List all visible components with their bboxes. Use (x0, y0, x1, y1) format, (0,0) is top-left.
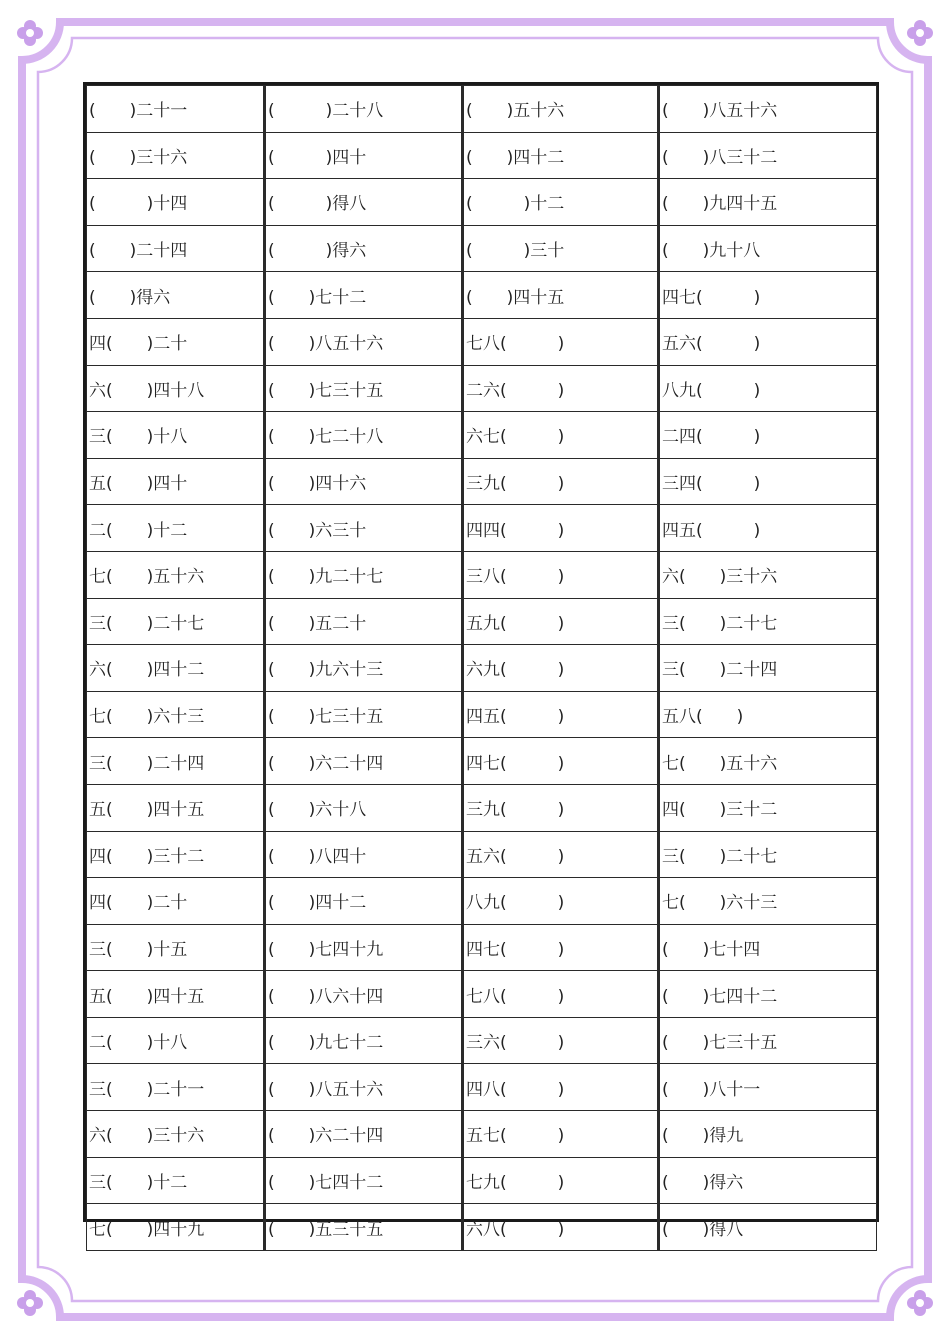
fill-in-cell: ( )七二十八 (265, 412, 463, 459)
fill-in-cell: ( )得六 (87, 272, 265, 319)
fill-in-cell: 四八( ) (463, 1064, 659, 1111)
fill-in-cell: ( )九二十七 (265, 551, 463, 598)
fill-in-cell: 四七( ) (463, 924, 659, 971)
table-row (87, 412, 877, 459)
fill-in-cell: 四五( ) (463, 691, 659, 738)
fill-in-cell: 三( )十二 (87, 1157, 265, 1204)
table-row (87, 365, 877, 412)
fill-in-cell: ( )九四十五 (659, 179, 877, 226)
fill-in-cell: ( )三十六 (87, 132, 265, 179)
fill-in-cell: 七九( ) (463, 1157, 659, 1204)
fill-in-cell: ( )四十六 (265, 458, 463, 505)
fill-in-cell: 四( )二十 (87, 318, 265, 365)
fill-in-cell: 七( )四十九 (87, 1204, 265, 1251)
fill-in-cell: 四( )二十 (87, 878, 265, 925)
fill-in-cell: 三八( ) (463, 551, 659, 598)
fill-in-cell: 二六( ) (463, 365, 659, 412)
fill-in-cell: ( )五二十 (265, 598, 463, 645)
fill-in-cell: 五六( ) (463, 831, 659, 878)
fill-in-cell: ( )八五十六 (265, 1064, 463, 1111)
fill-in-cell: 三九( ) (463, 784, 659, 831)
fill-in-cell: 二四( ) (659, 412, 877, 459)
fill-in-cell: ( )四十 (265, 132, 463, 179)
fill-in-cell: 六七( ) (463, 412, 659, 459)
fill-in-cell: ( )八十一 (659, 1064, 877, 1111)
fill-in-cell: ( )七四十二 (265, 1157, 463, 1204)
fill-in-cell: ( )八五十六 (265, 318, 463, 365)
fill-in-cell: ( )六二十四 (265, 1111, 463, 1158)
fill-in-cell: ( )七三十五 (659, 1017, 877, 1064)
fill-in-cell: 三( )二十四 (87, 738, 265, 785)
fill-in-cell: 五( )四十五 (87, 971, 265, 1018)
fill-in-cell: 六( )三十六 (659, 551, 877, 598)
fill-in-cell: 三( )二十四 (659, 645, 877, 692)
fill-in-cell: ( )得八 (265, 179, 463, 226)
fill-in-cell: 七八( ) (463, 318, 659, 365)
fill-in-cell: 八九( ) (659, 365, 877, 412)
fill-in-cell: 三( )二十七 (659, 598, 877, 645)
table-row (87, 598, 877, 645)
fill-in-cell: ( )得六 (659, 1157, 877, 1204)
fill-in-cell: ( )八五十六 (659, 86, 877, 133)
table-row (87, 1064, 877, 1111)
fill-in-cell: ( )十四 (87, 179, 265, 226)
table-row (87, 691, 877, 738)
worksheet-grid (83, 82, 879, 1240)
fill-in-cell: ( )十二 (463, 179, 659, 226)
fill-in-cell: ( )七四十九 (265, 924, 463, 971)
fill-in-cell: 二( )十八 (87, 1017, 265, 1064)
fill-in-cell: ( )七三十五 (265, 691, 463, 738)
fill-in-cell: ( )四十二 (463, 132, 659, 179)
table-row (87, 784, 877, 831)
fill-in-cell: ( )六三十 (265, 505, 463, 552)
fill-in-cell: 六( )四十八 (87, 365, 265, 412)
fill-in-cell: 七( )六十三 (659, 878, 877, 925)
fill-in-cell: ( )五三十五 (265, 1204, 463, 1251)
table-row (87, 272, 877, 319)
fill-in-cell: 五九( ) (463, 598, 659, 645)
table-row (87, 1111, 877, 1158)
table-row (87, 1157, 877, 1204)
fill-in-cell: 三四( ) (659, 458, 877, 505)
fill-in-cell: 三( )十五 (87, 924, 265, 971)
fill-in-cell: 三( )二十七 (659, 831, 877, 878)
fill-in-cell: 五六( ) (659, 318, 877, 365)
fill-in-cell: ( )七四十二 (659, 971, 877, 1018)
fill-in-cell: ( )二十八 (265, 86, 463, 133)
fill-in-cell: 四七( ) (659, 272, 877, 319)
multiplication-table (86, 85, 877, 1251)
table-row (87, 645, 877, 692)
fill-in-cell: ( )七十四 (659, 924, 877, 971)
table-row (87, 738, 877, 785)
fill-in-cell: 三( )二十一 (87, 1064, 265, 1111)
fill-in-cell: ( )九六十三 (265, 645, 463, 692)
fill-in-cell: 四七( ) (463, 738, 659, 785)
fill-in-cell: ( )得九 (659, 1111, 877, 1158)
fill-in-cell: ( )二十四 (87, 225, 265, 272)
table-row (87, 551, 877, 598)
fill-in-cell: 六( )四十二 (87, 645, 265, 692)
fill-in-cell: 四五( ) (659, 505, 877, 552)
fill-in-cell: 三九( ) (463, 458, 659, 505)
table-body (87, 86, 877, 1251)
fill-in-cell: 四( )三十二 (659, 784, 877, 831)
fill-in-cell: ( )八三十二 (659, 132, 877, 179)
fill-in-cell: ( )得八 (659, 1204, 877, 1251)
table-row (87, 831, 877, 878)
fill-in-cell: ( )八四十 (265, 831, 463, 878)
fill-in-cell: ( )八六十四 (265, 971, 463, 1018)
table-row (87, 971, 877, 1018)
fill-in-cell: ( )三十 (463, 225, 659, 272)
fill-in-cell: 六九( ) (463, 645, 659, 692)
table-row (87, 318, 877, 365)
fill-in-cell: ( )九七十二 (265, 1017, 463, 1064)
fill-in-cell: 五八( ) (659, 691, 877, 738)
fill-in-cell: ( )得六 (265, 225, 463, 272)
fill-in-cell: 六( )三十六 (87, 1111, 265, 1158)
fill-in-cell: 七八( ) (463, 971, 659, 1018)
table-row (87, 458, 877, 505)
fill-in-cell: ( )七十二 (265, 272, 463, 319)
fill-in-cell: ( )二十一 (87, 86, 265, 133)
fill-in-cell: ( )六二十四 (265, 738, 463, 785)
fill-in-cell: 二( )十二 (87, 505, 265, 552)
table-row (87, 505, 877, 552)
table-row (87, 1204, 877, 1251)
fill-in-cell: ( )四十五 (463, 272, 659, 319)
fill-in-cell: 四( )三十二 (87, 831, 265, 878)
table-row (87, 132, 877, 179)
fill-in-cell: 五七( ) (463, 1111, 659, 1158)
table-row (87, 924, 877, 971)
table-row (87, 86, 877, 133)
fill-in-cell: 五( )四十 (87, 458, 265, 505)
fill-in-cell: ( )九十八 (659, 225, 877, 272)
fill-in-cell: 八九( ) (463, 878, 659, 925)
fill-in-cell: 五( )四十五 (87, 784, 265, 831)
fill-in-cell: 七( )六十三 (87, 691, 265, 738)
fill-in-cell: ( )四十二 (265, 878, 463, 925)
table-row (87, 1017, 877, 1064)
fill-in-cell: 三( )二十七 (87, 598, 265, 645)
table-row (87, 225, 877, 272)
fill-in-cell: 七( )五十六 (659, 738, 877, 785)
table-row (87, 878, 877, 925)
fill-in-cell: 三六( ) (463, 1017, 659, 1064)
fill-in-cell: ( )六十八 (265, 784, 463, 831)
fill-in-cell: 六八( ) (463, 1204, 659, 1251)
fill-in-cell: ( )五十六 (463, 86, 659, 133)
fill-in-cell: ( )七三十五 (265, 365, 463, 412)
fill-in-cell: 四四( ) (463, 505, 659, 552)
fill-in-cell: 三( )十八 (87, 412, 265, 459)
table-row (87, 179, 877, 226)
fill-in-cell: 七( )五十六 (87, 551, 265, 598)
